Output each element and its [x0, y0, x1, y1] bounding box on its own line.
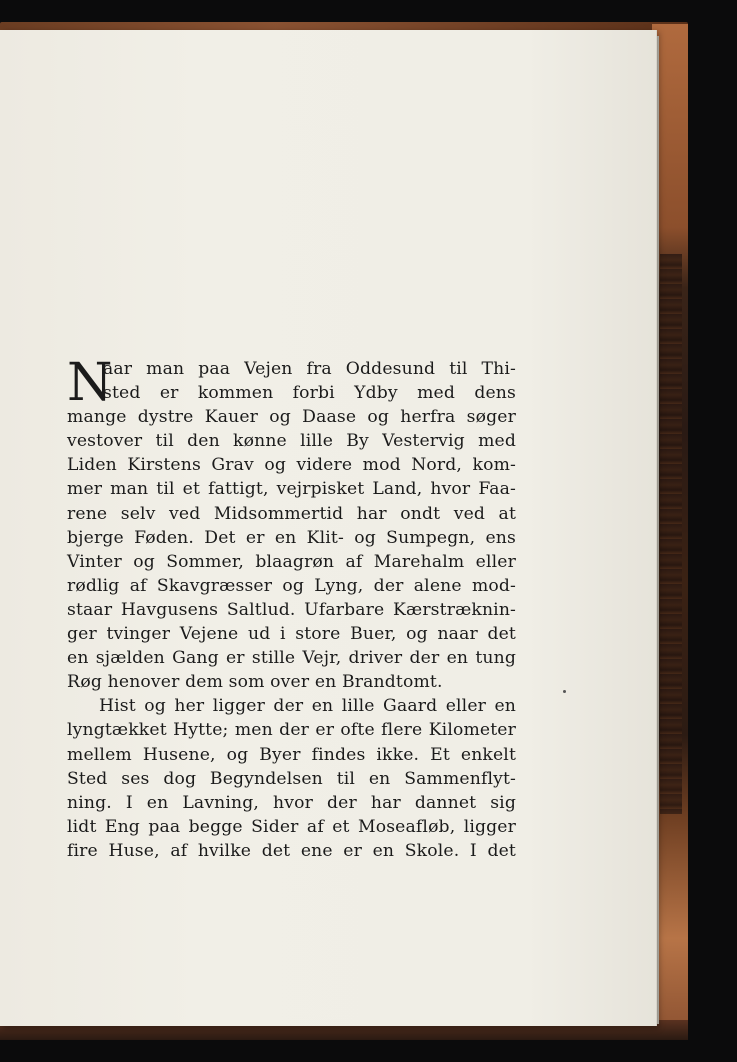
- body-text: [67, 353, 516, 863]
- text-line: mange dystre Kauer og Daase og herfra søger: [67, 407, 516, 428]
- text-line: fire Huse, af hvilke det ene er en Skole. I det: [67, 840, 516, 861]
- text-line: en sjælden Gang er stille Vejr, driver der en tung: [67, 648, 516, 669]
- drop-cap: N: [67, 353, 113, 413]
- text-line: Sted ses dog Begyndelsen til en Sammenflyt-: [67, 768, 516, 789]
- text-line: staar Havgusens Saltlud. Ufarbare Kærstræknin-: [67, 599, 516, 620]
- paragraph-2: [67, 694, 516, 863]
- text-line: bjerge Føden. Det er en Klit- og Sumpegn, ens: [67, 527, 516, 548]
- text-line: rødlig af Skavgræsser og Lyng, der alene mod-: [67, 575, 516, 596]
- text-line: mer man til et fattigt, vejrpisket Land, hvor Faa-: [67, 479, 516, 500]
- text-line: lidt Eng paa begge Sider af et Moseafløb, ligger: [67, 816, 516, 837]
- text-line: Røg henover dem som over en Brandtomt.: [67, 672, 443, 693]
- text-line: Vinter og Sommer, blaagrøn af Marehalm eller: [67, 551, 516, 572]
- text-line: lyngtækket Hytte; men der er ofte flere Kilometer: [67, 720, 516, 741]
- text-line: ger tvinger Vejene ud i store Buer, og naar det: [67, 624, 516, 645]
- paper-speck: [563, 690, 566, 693]
- text-line: vestover til den kønne lille By Vestervig med: [67, 431, 516, 452]
- text-line: Liden Kirstens Grav og videre mod Nord, kom-: [67, 455, 516, 476]
- text-line: Hist og her ligger der en lille Gaard eller en: [99, 696, 516, 717]
- text-line-content: aar man paa Vejen fra Oddesund til Thi-: [103, 359, 516, 379]
- text-line: mellem Husene, og Byer findes ikke. Et enkelt: [67, 744, 516, 765]
- text-line: ning. I en Lavning, hvor der har dannet sig: [67, 792, 516, 813]
- text-line: sted er kommen forbi Ydby med dens: [103, 383, 516, 404]
- text-line: rene selv ved Midsommertid har ondt ved at: [67, 503, 516, 524]
- paragraph-1: [67, 353, 516, 694]
